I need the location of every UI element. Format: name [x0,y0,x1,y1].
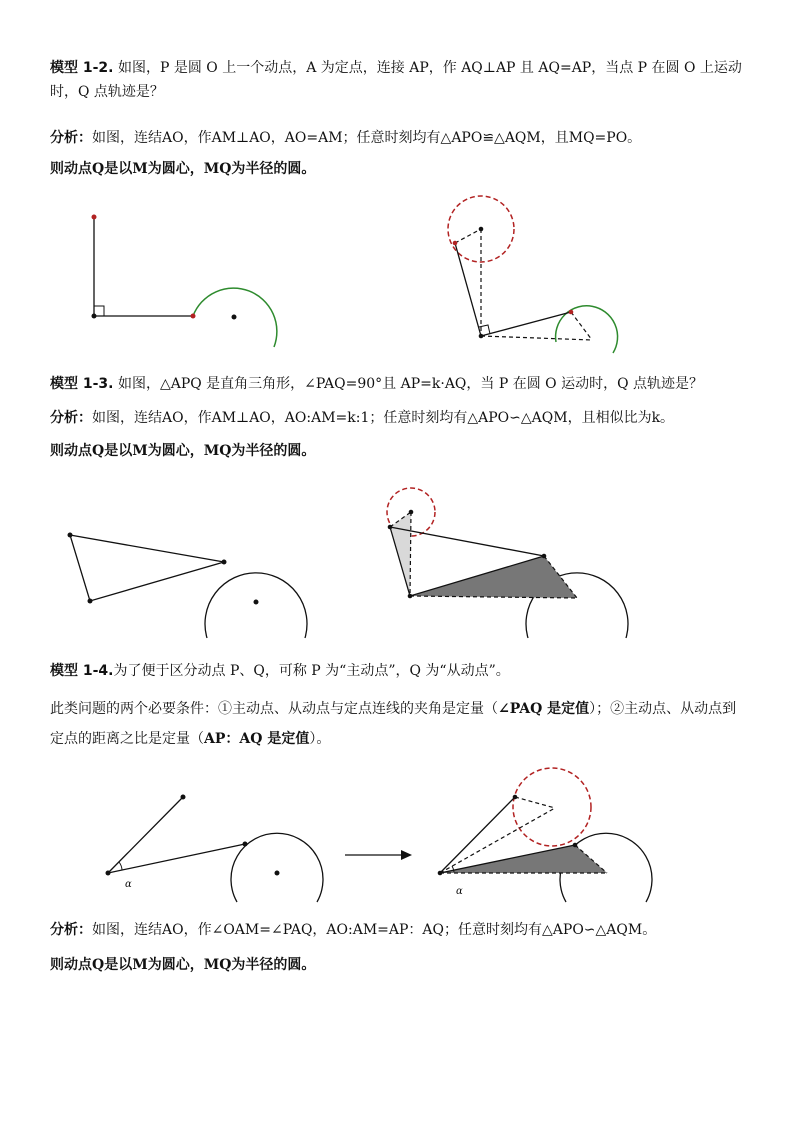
segment-po [571,312,592,340]
conditions-part-5: ）。 [309,731,331,747]
model-1-2-title: 模型 1-2. [50,60,114,76]
segment-mq [455,229,481,243]
triangle-apq [70,535,224,601]
model-1-3-analysis [50,406,750,430]
analysis-text: 如图，连结AO，作AM⊥AO，AO:AM=k:1；任意时刻均有△APO∽△AQM，且相似比为k。 [92,410,675,426]
point-q [513,795,518,800]
point-a [438,871,443,876]
point-a [92,314,97,319]
point-p [243,842,248,847]
model-1-4-conditions [50,694,750,754]
analysis-text: 如图，连结AO，作∠OAM=∠PAQ，AO:AM=AP：AQ；任意时刻均有△APO∽△AQM。 [92,922,657,938]
model-1-4-statement [50,659,750,683]
analysis-label: 分析： [50,130,92,146]
model-1-2-text: 如图，P 是圆 O 上一个动点，A 为定点，连接 AP，作 AQ⊥AP 且 AQ=AP，当点 P 在圆 O 上运动时，Q 点轨迹是？ [50,60,742,100]
circle-o [205,573,307,638]
model-1-3-conclusion: 则动点Q是以M为圆心，MQ为半径的圆。 [50,443,316,459]
segment-aq [455,243,481,336]
point-q [92,215,97,220]
segment-ap [108,844,245,873]
point-p [569,310,574,315]
model-1-3-statement [50,372,750,396]
point-q [453,241,458,246]
point-q [68,533,73,538]
model-1-4-analysis [50,918,750,942]
segment-mq [515,797,555,808]
figure-model-1-3 [0,482,794,642]
model-1-4-title: 模型 1-4. [50,663,114,679]
angle-alpha-label: α [125,879,132,890]
circle-o [556,306,618,353]
point-a [106,871,111,876]
model-1-3-text: 如图，△APQ 是直角三角形，∠PAQ=90°且 AP=k·AQ，当 P 在圆 O 运动时，Q 点轨迹是？ [117,376,704,392]
center-o [232,315,237,320]
model-1-2-analysis [50,126,750,150]
shaded-triangle-apo [410,556,577,598]
angle-alpha-label: α [456,886,463,897]
model-1-4-conclusion: 则动点Q是以M为圆心，MQ为半径的圆。 [50,957,316,973]
analysis-text: 如图，连结AO，作AM⊥AO，AO=AM；任意时刻均有△APO≌△AQM，且MQ=PO。 [92,130,642,146]
conditions-part-1: 此类问题的两个必要条件：①主动点、从动点与定点连线的夹角是定量（ [50,701,498,717]
point-a [479,334,484,339]
point-p [542,554,547,559]
model-1-3-title: 模型 1-3. [50,376,114,392]
segment-ao [481,336,592,340]
model-1-2-conclusion: 则动点Q是以M为圆心，MQ为半径的圆。 [50,161,316,177]
center-o [275,871,280,876]
conditions-part-2: ∠PAQ 是定值 [498,701,590,717]
point-p [573,843,578,848]
point-a [88,599,93,604]
center-o [254,600,259,605]
analysis-label: 分析： [50,410,92,426]
angle-alpha-arc [119,862,122,870]
conditions-part-4: AP：AQ 是定值 [204,731,310,747]
point-m [409,510,414,515]
point-q [181,795,186,800]
conditions-part-3: ）；②主动点、从动点到定点的距离之比是定量（ [50,701,737,747]
model-1-4-text: 为了便于区分动点 P、Q，可称 P 为“主动点”，Q 为“从动点”。 [113,663,510,679]
point-m [479,227,484,232]
point-p [222,560,227,565]
figure-model-1-2 [0,195,794,385]
point-a [408,594,413,599]
model-1-2-statement [50,56,750,104]
point-q [388,525,393,530]
segment-aq [108,797,183,873]
analysis-label: 分析： [50,922,92,938]
point-p [191,314,196,319]
figure-model-1-4 [0,760,794,910]
arrow-head [401,850,412,860]
